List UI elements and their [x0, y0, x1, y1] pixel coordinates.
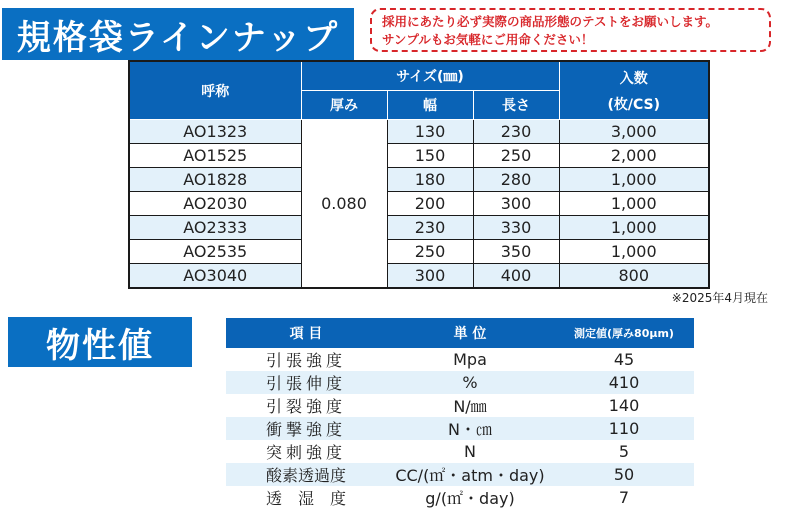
- table-row: [226, 394, 694, 417]
- qty-value: 1,000: [559, 216, 709, 240]
- table-row: [129, 120, 709, 144]
- property-value: 410: [554, 371, 694, 394]
- property-name: 衝撃強度: [226, 417, 386, 440]
- property-unit: N: [464, 442, 476, 461]
- width-value: 200: [387, 192, 473, 216]
- header-size: サイズ(㎜): [301, 61, 559, 91]
- table-row: [129, 168, 709, 192]
- thickness-value: 0.080: [301, 120, 387, 289]
- product-code: AO1323: [129, 120, 301, 144]
- qty-value: 800: [559, 264, 709, 289]
- product-code: AO1525: [129, 144, 301, 168]
- qty-value: 1,000: [559, 192, 709, 216]
- table-row: [129, 144, 709, 168]
- width-value: 180: [387, 168, 473, 192]
- as-of-footnote: ※2025年4月現在: [671, 291, 768, 305]
- width-value: 130: [387, 120, 473, 144]
- table-row: [226, 463, 694, 486]
- length-value: 280: [473, 168, 559, 192]
- width-value: 150: [387, 144, 473, 168]
- properties-title-banner: 物性値: [8, 317, 192, 367]
- qty-value: 1,000: [559, 168, 709, 192]
- notice-line-1: 採用にあたり必ず実際の商品形態のテストをお願いします。: [382, 14, 719, 29]
- header-item: 項 目: [226, 318, 386, 348]
- product-code: AO2535: [129, 240, 301, 264]
- width-value: 250: [387, 240, 473, 264]
- length-value: 330: [473, 216, 559, 240]
- length-value: 250: [473, 144, 559, 168]
- header-thickness: 厚み: [301, 91, 387, 120]
- table-row: [129, 264, 709, 289]
- property-value: 45: [613, 350, 635, 369]
- table-row: [129, 240, 709, 264]
- property-unit: %: [386, 371, 554, 394]
- property-name: 引張強度: [265, 351, 346, 370]
- property-name: 酸素透過度: [226, 463, 386, 486]
- property-unit: N/㎜: [453, 397, 487, 416]
- property-value: 140: [608, 396, 640, 415]
- table-row: [226, 486, 694, 509]
- table-row: [226, 371, 694, 394]
- notice-line-2: サンプルもお気軽にご用命ください！: [382, 32, 594, 47]
- header-length: 長さ: [473, 91, 559, 120]
- table-row: [226, 417, 694, 440]
- property-unit: g/(㎡・day): [425, 489, 515, 508]
- property-value: 110: [554, 417, 694, 440]
- qty-value: 3,000: [559, 120, 709, 144]
- property-value: 50: [554, 463, 694, 486]
- header-qty: [559, 61, 709, 120]
- property-value: 5: [618, 442, 630, 461]
- test-notice-box: [370, 8, 771, 52]
- table-row: [129, 192, 709, 216]
- header-qty-unit: (枚/CS): [607, 96, 661, 113]
- header-width: 幅: [387, 91, 473, 120]
- properties-table: [226, 318, 694, 509]
- property-name: 透 湿 度: [265, 489, 346, 508]
- product-code: AO2030: [129, 192, 301, 216]
- spec-table: [128, 60, 710, 289]
- table-row: [129, 216, 709, 240]
- property-name: 突刺強度: [265, 443, 346, 462]
- product-code: AO1828: [129, 168, 301, 192]
- property-unit: Mpa: [453, 350, 487, 369]
- property-value: 7: [618, 488, 630, 507]
- qty-value: 2,000: [559, 144, 709, 168]
- length-value: 400: [473, 264, 559, 289]
- property-unit: CC/(㎡・atm・day): [386, 463, 554, 486]
- length-value: 230: [473, 120, 559, 144]
- length-value: 300: [473, 192, 559, 216]
- table-row: [226, 348, 694, 371]
- header-measured-value: 測定値(厚み80μm): [554, 318, 694, 348]
- width-value: 300: [387, 264, 473, 289]
- header-name: 呼称: [129, 61, 301, 120]
- product-code: AO2333: [129, 216, 301, 240]
- qty-value: 1,000: [559, 240, 709, 264]
- property-name: 引張伸度: [226, 371, 386, 394]
- lineup-title-banner: 規格袋ラインナップ: [2, 8, 354, 60]
- table-row: [226, 440, 694, 463]
- header-qty-label: 入数: [619, 70, 648, 87]
- header-unit: 単 位: [386, 318, 554, 348]
- length-value: 350: [473, 240, 559, 264]
- property-name: 引裂強度: [265, 397, 346, 416]
- product-code: AO3040: [129, 264, 301, 289]
- property-unit: N・㎝: [386, 417, 554, 440]
- width-value: 230: [387, 216, 473, 240]
